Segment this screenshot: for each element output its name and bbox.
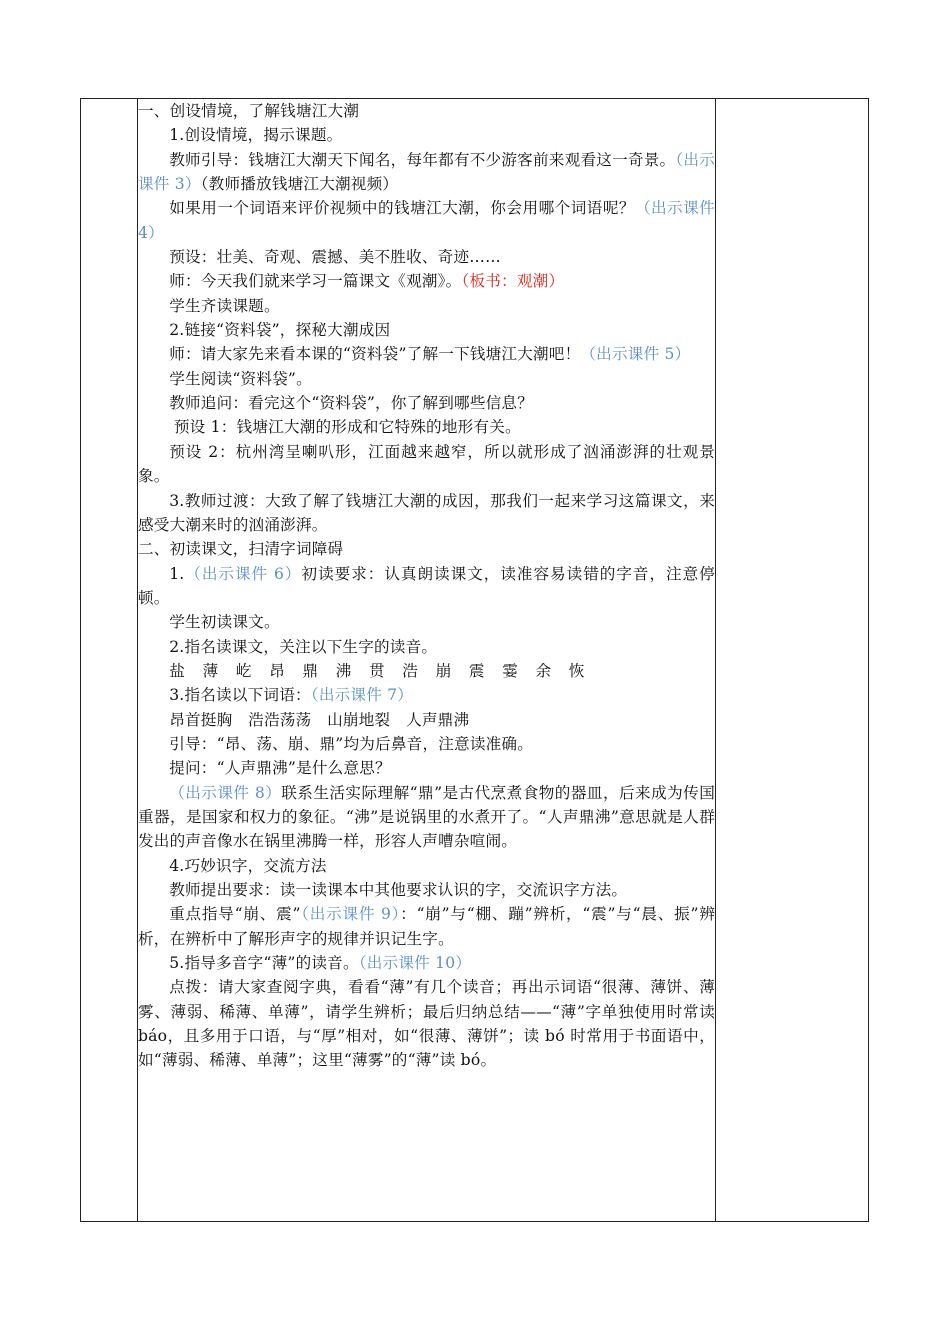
lesson-plan-table: [80, 98, 869, 1222]
paragraph-intro: 教师引导：钱塘江大潮天下闻名，每年都有不少游客前来观看这一奇景。（出示课件 3）（教师播放钱塘江大潮视频）: [138, 150, 715, 194]
paragraph-read-bag: 学生阅读“资料袋”。: [169, 369, 312, 388]
character: 贯: [368, 661, 385, 680]
courseware-ref-3: （出示课件 3）: [138, 150, 715, 194]
step-2-1: 1.（出示课件 6）初读要求：认真朗读课文，读准容易读错的字音，注意停顿。: [138, 564, 715, 607]
character: 沸: [335, 661, 352, 680]
paragraph-focus: 重点指导“崩、震”（出示课件 9）：“崩”与“棚、蹦”辨析，“震”与“晨、振”辨析，在辨析中了解形声字的规律并识记生字。: [138, 905, 715, 948]
new-characters-list: [138, 659, 715, 683]
step-1-3: 3.教师过渡：大致了解了钱塘江大潮的成因，那我们一起来学习这篇课文，来感受大潮来时的汹涌澎湃。: [138, 491, 715, 534]
lesson-content: [138, 99, 715, 1073]
step-2-4: 4.巧妙识字，交流方法: [169, 856, 327, 875]
step-1-2: 2.链接“资料袋”，探秘大潮成因: [169, 321, 391, 340]
courseware-ref-8: （出示课件 8）: [169, 783, 282, 802]
courseware-ref-5: （出示课件 5）: [580, 345, 691, 364]
step-1-1: 1.创设情境，揭示课题。: [169, 126, 343, 145]
table-row: [81, 99, 869, 1222]
paragraph-teacher-bag: 师：请大家先来看本课的“资料袋”了解一下钱塘江大潮吧！（出示课件 5）: [169, 345, 691, 364]
character: 余: [535, 661, 552, 680]
character: 恢: [568, 661, 585, 680]
words-list: 昂首挺胸 浩浩荡荡 山崩地裂 人声鼎沸: [169, 710, 470, 729]
paragraph-teacher: 师：今天我们就来学习一篇课文《观潮》。（板书：观潮）: [169, 272, 565, 291]
character: 屹: [235, 661, 252, 680]
character: 薄: [202, 661, 219, 680]
paragraph-question: 提问：“人声鼎沸”是什么意思？: [169, 759, 391, 778]
left-column-cell: [81, 99, 138, 1222]
paragraph-require: 教师提出要求：读一读课本中其他要求认识的字，交流识字方法。: [169, 881, 628, 899]
courseware-ref-4: （出示课件 4）: [138, 199, 715, 242]
paragraph-first-read: 学生初读课文。: [169, 613, 280, 632]
character: 震: [468, 661, 485, 680]
character: 浩: [402, 661, 419, 680]
step-2-5: 5.指导多音字“薄”的读音。（出示课件 10）: [169, 954, 472, 973]
paragraph-preset-2: 预设 2：杭州湾呈喇叭形，江面越来越窄，所以就形成了汹涌澎湃的壮观景象。: [138, 442, 715, 486]
character: 昂: [269, 661, 285, 680]
paragraph-preset-1: 预设 1：钱塘江大潮的形成和它特殊的地形有关。: [173, 418, 521, 437]
step-2-3: 3.指名读以下词语：（出示课件 7）: [169, 686, 414, 705]
courseware-ref-7: （出示课件 7）: [310, 686, 414, 705]
paragraph-hint: 点拨：请大家查阅字典，看看“薄”有几个读音；再出示词语“很薄、薄饼、薄雾、薄弱、稀薄、单薄”，请学生辨析；最后归纳总结——“薄”字单独使用时常读 báo，且多用于口语，与“厚”相对，如“很薄、薄饼”；读 bó 时常用于书面语中，如“薄弱、稀薄、单薄”；这里“薄雾”的“薄”读 bó。: [138, 978, 715, 1070]
right-column-cell: [716, 99, 869, 1222]
courseware-ref-9: （出示课件 9）: [300, 905, 401, 924]
paragraph-explain: （出示课件 8）联系生活实际理解“鼎”是古代烹煮食物的器皿，后来成为传国重器，是国家和权力的象征。“沸”是说锅里的水煮开了。“人声鼎沸”意思就是人群发出的声音像水在锅里沸腾一样，形容人声嘈杂喧闹。: [138, 783, 716, 851]
character: 霎: [502, 661, 518, 680]
section-1-heading: 一、创设情境，了解钱塘江大潮: [138, 102, 360, 120]
paragraph-followup: 教师追问：看完这个“资料袋”，你了解到哪些信息？: [169, 394, 533, 413]
content-cell: [138, 99, 716, 1222]
board-note: （板书：观潮）: [461, 272, 565, 291]
paragraph-ask: 如果用一个词语来评价视频中的钱塘江大潮，你会用哪个词语呢？（出示课件 4）: [138, 199, 715, 242]
courseware-ref-6: （出示课件 6）: [184, 564, 302, 583]
paragraph-guide: 引导：“昂、荡、崩、鼎”均为后鼻音，注意读准确。: [169, 734, 533, 753]
character: 崩: [435, 661, 452, 680]
section-2-heading: 二、初读课文，扫清字词障碍: [138, 540, 344, 559]
paragraph-preset: 预设：壮美、奇观、震撼、美不胜收、奇迹……: [169, 248, 501, 267]
step-2-2: 2.指名读课文，关注以下生字的读音。: [169, 637, 438, 656]
character: 盐: [169, 661, 185, 680]
courseware-ref-10: （出示课件 10）: [358, 954, 472, 973]
character: 鼎: [302, 661, 319, 680]
paragraph-read-title: 学生齐读课题。: [169, 296, 280, 315]
